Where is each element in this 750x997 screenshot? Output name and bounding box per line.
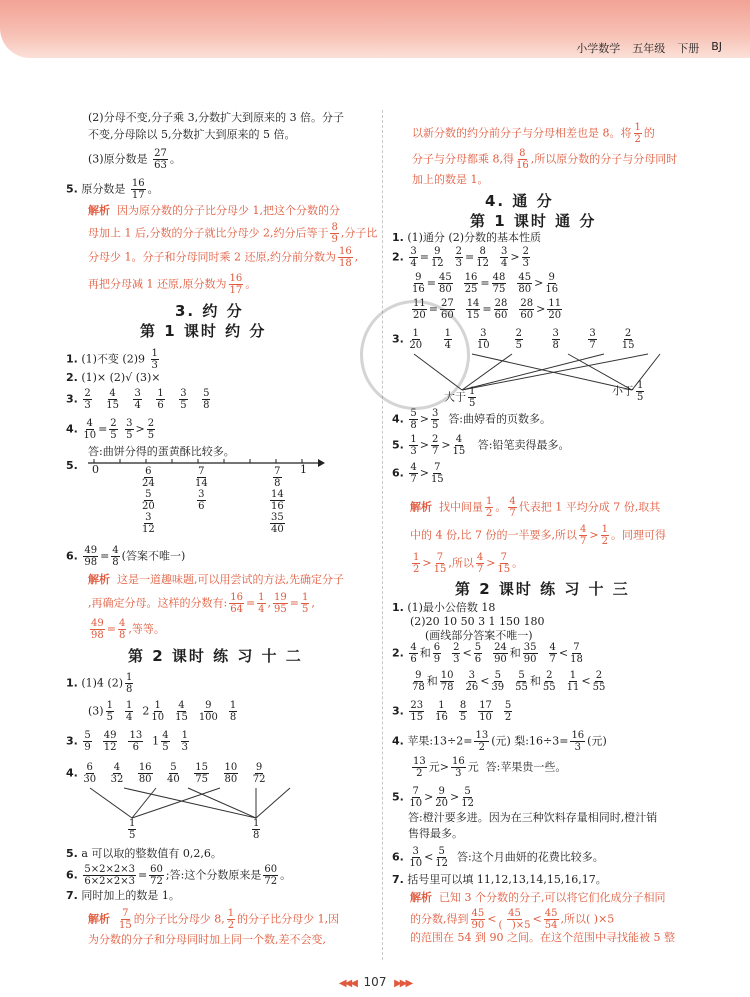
right-b2b: $\frac{9}{78}$ 和 $\frac{10}{78}$ $\frac{3}{26}$ < $\frac{5}{39}$ $\frac{5}{55}$ 和 $\frac{2}{55}$ $\frac{1}{11}$ < $\frac{2}{55}$ — [412, 670, 606, 693]
prev-arrows-icon: ◀◀◀ — [338, 978, 356, 989]
left-l5-label: 5. — [66, 459, 78, 472]
right-jx-2: 中的 4 份,比 7 份的一半要多,所以 $\frac{4}{7}$ > $\frac{1}{2}$ 。同理可得 — [410, 524, 666, 547]
left-k1: 1. (1)4 (2) $\frac{1}{8}$ — [66, 672, 133, 695]
nl-zero: 0 — [92, 463, 99, 476]
next-arrows-icon: ▶▶▶ — [394, 978, 412, 989]
left-jx7-2: 为分数的分子和分母同时加上同一个数,差不会变, — [88, 933, 326, 946]
right-b5-a: 答:橙汁要多进。因为在三种饮料存量相同时,橙汁销 — [408, 811, 658, 824]
left-jx-4: 再把分母减 1 还原,原分数为 $\frac{16}{17}$ 。 — [88, 273, 257, 296]
left-k3: 3. $\frac{5}{9}$ $\frac{49}{12}$ $\frac{13}{6}$ 1 $\frac{4}{5}$ $\frac{1}{3}$ — [66, 730, 188, 753]
left-q5: 5. 原分数是 $\frac{16}{17}$ 。 — [66, 178, 159, 201]
right-a2-c: $\frac{11}{20}$ = $\frac{27}{60}$ $\frac{14}{15}$ = $\frac{28}{60}$ $\frac{28}{60}$ > $\frac{11}{20}$ — [413, 298, 562, 321]
left-p2: (2)分母不变,分子乘 3,分数扩大到原来的 3 倍。分子 — [88, 111, 345, 124]
nl-col-3: 7 8 14 16 35 40 — [271, 466, 284, 535]
left-jx-2: 母加上 1 后,分数的分子就比分母少 2,约分后等于 $\frac{8}{9}$ ,分子比 — [88, 222, 378, 245]
right-jx7-1: 解析 已知 3 个分数的分子,可以将它们化成分子相同 — [410, 891, 666, 904]
right-r3: 加上的数是 1。 — [412, 173, 489, 186]
right-jx7-3: 的范围在 54 到 90 之间。在这个范围中寻找能被 5 整 — [410, 931, 675, 944]
right-r1: 以新分数的约分前分子与分母相差也是 8。将 $\frac{1}{2}$ 的 — [412, 122, 655, 145]
left-l4: 4. $\frac{4}{10}$ = $\frac{2}{5}$ $\frac{3}{5}$ > $\frac{2}{5}$ — [66, 418, 155, 441]
right-b4: 4. 苹果:13÷2= $\frac{13}{2}$ (元) 梨:16÷3= $\frac{16}{3}$ (元) — [392, 730, 607, 753]
left-jx6-3: $\frac{49}{98}$ = $\frac{4}{8}$ ,等等。 — [91, 618, 165, 641]
header-subject: 小学数学 — [576, 42, 621, 55]
left-l3: 3. $\frac{2}{3}$ $\frac{4}{15}$ $\frac{3}{4}$ $\frac{1}{6}$ $\frac{3}{5}$ $\frac{5}{8}$ — [66, 388, 210, 411]
section-4-title: 4. 通 分 — [485, 192, 554, 210]
right-a3-target-a: 大于 $\frac{1}{5}$ — [444, 386, 476, 409]
left-k4-target-a: $\frac{1}{5}$ — [129, 818, 136, 841]
right-jx-1: 解析 找中间量 $\frac{1}{2}$ 。 $\frac{4}{7}$ 代表把 1 平均分成 7 份,取其 — [410, 496, 661, 519]
right-a3: 3. $\frac{1}{20}$ $\frac{1}{4}$ $\frac{3}{10}$ $\frac{2}{5}$ $\frac{3}{8}$ $\frac{3}{7}$ $\frac{2}{15}$ — [392, 328, 635, 351]
header-grade: 五年级 — [632, 42, 666, 55]
right-a4: 4. $\frac{5}{8}$ > $\frac{3}{5}$ 答:曲婷看的页数多。 — [392, 408, 552, 431]
left-k7: 7. 同时加上的数是 1。 — [66, 889, 180, 902]
left-l2: 2. (1)× (2)√ (3)× — [66, 371, 161, 384]
right-a5: 5. $\frac{1}{3}$ > $\frac{2}{7}$ > $\frac{4}{15}$ 答:铅笔卖得最多。 — [392, 434, 570, 457]
right-a2-b: $\frac{9}{16}$ = $\frac{45}{80}$ $\frac{16}{25}$ = $\frac{48}{75}$ $\frac{45}{80}$ > $\frac{9}{16}$ — [412, 272, 559, 295]
left-l1: 1. (1)不变 (2)9 $\frac{1}{3}$ — [66, 348, 158, 371]
right-b4-2: $\frac{13}{2}$ 元> $\frac{16}{3}$ 元 答:苹果贵一些。 — [413, 756, 567, 779]
nl-col-1: 6 24 5 20 3 12 — [142, 466, 155, 535]
right-b5-b: 售得最多。 — [408, 827, 463, 840]
left-p2b: 不变,分母除以 5,分数扩大到原来的 5 倍。 — [88, 128, 296, 141]
nl-col-2: 7 14 3 6 — [195, 466, 208, 512]
left-k5: 5. a 可以取的整数值有 0,2,6。 — [66, 847, 222, 860]
right-r2: 分子与分母都乘 8,得 $\frac{8}{16}$ ,所以原分数的分子与分母同时 — [412, 148, 678, 171]
matching-lines-left — [80, 786, 320, 820]
nl-one: 1 — [300, 463, 307, 476]
left-lesson1-title: 第 1 课时 约 分 — [140, 322, 267, 340]
right-b3: 3. $\frac{23}{15}$ $\frac{1}{16}$ $\frac{8}{5}$ $\frac{17}{10}$ $\frac{5}{2}$ — [392, 700, 512, 723]
left-jx-3: 分母少 1。分子和分母同时乘 2 还原,约分前分数为 $\frac{16}{18}$ , — [88, 246, 359, 269]
left-k1-3: (3) $\frac{1}{5}$ $\frac{1}{4}$ 2 $\frac{1}{10}$ $\frac{4}{15}$ $\frac{9}{100}$ $\frac{1}{8}$ — [88, 700, 237, 723]
right-a2: 2. $\frac{3}{4}$ = $\frac{9}{12}$ $\frac{2}{3}$ = $\frac{8}{12}$ $\frac{3}{4}$ > $\frac{2}{3}$ — [392, 246, 529, 269]
right-b1c: (画线部分答案不唯一) — [425, 629, 533, 642]
header-info — [576, 40, 722, 56]
right-a1: 1. (1)通分 (2)分数的基本性质 — [392, 231, 542, 244]
right-a3-target-b: 小于 $\frac{1}{5}$ — [612, 380, 644, 403]
right-b5: 5. $\frac{7}{10}$ > $\frac{9}{20}$ > $\frac{5}{12}$ — [392, 786, 474, 809]
right-lesson1-title: 第 1 课时 通 分 — [470, 212, 597, 230]
column-divider — [382, 110, 383, 960]
right-a6: 6. $\frac{4}{7}$ > $\frac{7}{15}$ — [392, 462, 444, 485]
left-l6: 6. $\frac{49}{98}$ = $\frac{4}{8}$ (答案不唯一) — [66, 545, 186, 568]
right-b2: 2. $\frac{4}{6}$ 和 $\frac{6}{9}$ $\frac{2}{3}$ < $\frac{5}{6}$ $\frac{24}{90}$ 和 $\frac{35}{90}$ $\frac{4}{7}$ < $\frac{7}{18}$ — [392, 642, 583, 665]
left-jx-1: 解析 因为原分数的分子比分母少 1,把这个分数的分 — [88, 204, 340, 217]
right-b1b: (2)20 10 50 3 1 150 180 — [410, 615, 545, 628]
left-jx6-1: 解析 这是一道趣味题,可以用尝试的方法,先确定分子 — [88, 573, 344, 586]
right-b6: 6. $\frac{3}{10}$ < $\frac{5}{12}$ 答:这个月曲妍的花费比较多。 — [392, 846, 604, 869]
left-k4-target-b: $\frac{1}{8}$ — [253, 818, 260, 841]
right-b7: 7. 括号里可以填 11,12,13,14,15,16,17。 — [392, 873, 607, 886]
right-jx-3: $\frac{1}{2}$ > $\frac{7}{15}$ ,所以 $\frac{4}{7}$ > $\frac{7}{15}$ 。 — [413, 552, 524, 575]
header-volume: 下册 — [677, 42, 700, 55]
left-lesson2-title: 第 2 课时 练 习 十 二 — [128, 647, 303, 665]
left-jx6-2: ,再确定分母。这样的分数有: $\frac{16}{64}$ = $\frac{1}{4}$ , $\frac{19}{95}$ = $\frac{1}{5}$ , — [88, 592, 315, 615]
page-number: 107 — [363, 975, 387, 989]
right-lesson2-title: 第 2 课时 练 习 十 三 — [455, 580, 630, 598]
section-3-title: 3. 约 分 — [175, 302, 244, 320]
left-k4: 4. $\frac{6}{30}$ $\frac{4}{32}$ $\frac{16}{80}$ $\frac{5}{40}$ $\frac{15}{75}$ $\frac{10}{80}$ $\frac{9}{72}$ — [66, 762, 266, 785]
left-l4-answer: 答:曲饼分得的蛋黄酥比较多。 — [88, 445, 235, 458]
left-p3: (3)原分数是 $\frac{27}{63}$ 。 — [88, 148, 181, 171]
right-b1: 1. (1)最小公倍数 18 — [392, 601, 496, 614]
left-k6: 6. $\frac{5\times 2\times 2\times 3}{6\times 2\times 2\times 3}$ = $\frac{60}{72}$ ;答:这个分数原来是 $\frac{60}{72}$ 。 — [66, 864, 292, 887]
page-footer — [0, 975, 750, 989]
header-edition: BJ — [711, 40, 722, 53]
right-jx7-2: 的分数,得到 $\frac{45}{90}$ < $\frac{45}{( )\times 5}$ < $\frac{45}{54}$ ,所以( )×5 — [410, 908, 615, 931]
left-jx7-1: 解析 $\frac{7}{15}$ 的分子比分母少 8, $\frac{1}{2}$ 的分子比分母少 1,因 — [88, 908, 340, 931]
